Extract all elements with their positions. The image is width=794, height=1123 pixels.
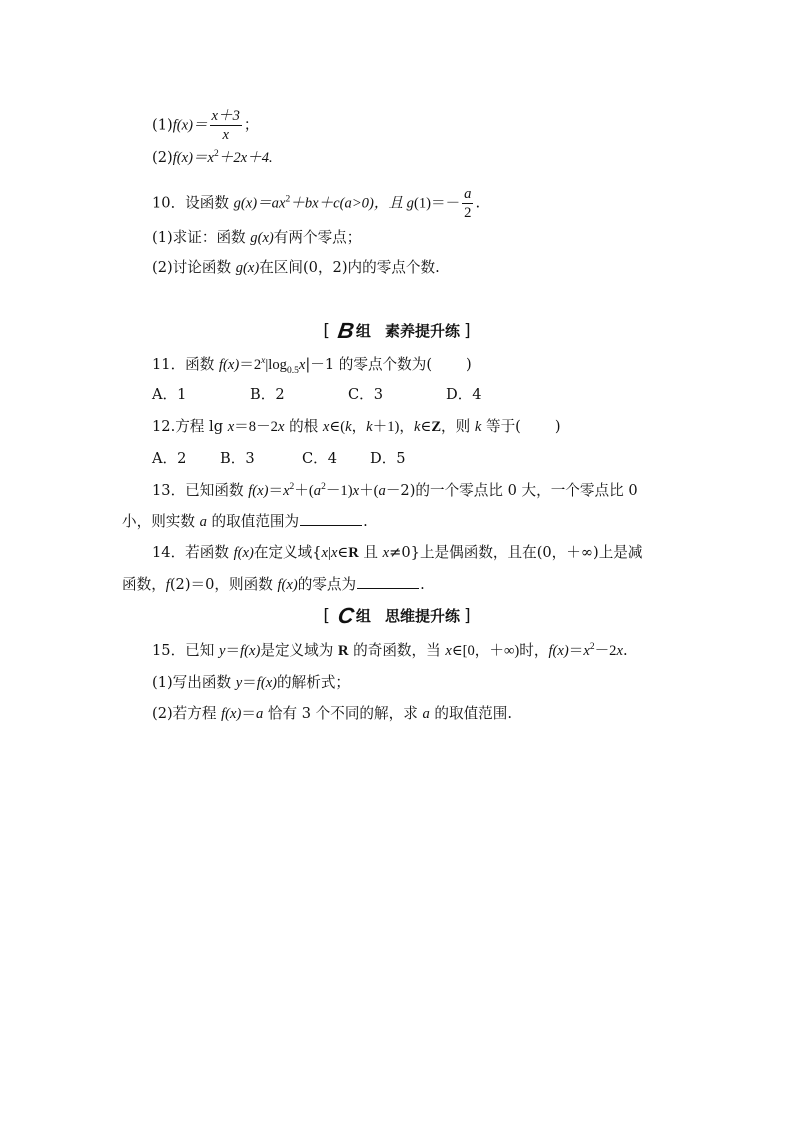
q14-stem-line1: 14．若函数 f(x)在定义域{x|x∈R 且 x≠0}上是偶函数，且在(0，＋∞)上是减 bbox=[152, 544, 643, 561]
q10-fraction: $\frac{a}{2}$ bbox=[464, 186, 472, 221]
q15-part2: (2)若方程 f(x)＝a 恰有 3 个不同的解，求 a 的取值范围. bbox=[152, 705, 512, 722]
q12-options bbox=[152, 449, 406, 469]
q12-option-b[interactable]: B．3 bbox=[220, 450, 255, 467]
q11-option-c[interactable]: C．3 bbox=[348, 386, 384, 403]
q12-option-c[interactable]: C．4 bbox=[302, 450, 338, 467]
q13-answer-blank[interactable] bbox=[300, 511, 362, 526]
q9-fraction: $\frac{x+3}{x}$ bbox=[211, 108, 240, 143]
q14-answer-blank[interactable] bbox=[357, 574, 419, 589]
q11-stem: 11．函数 $f(x)=2^x|\log_{0.5}x|-1$ 的零点个数为( ) bbox=[152, 356, 472, 376]
q11-option-d[interactable]: D．4 bbox=[446, 386, 482, 403]
group-b-header: [ B组 素养提升练 ] bbox=[323, 318, 471, 343]
q10-stem: 10．设函数 $g(x)=ax^2+bx+c(a>0)$，且 g(1)＝－ $\frac{a}{2}$ . bbox=[152, 186, 481, 221]
q13-stem-line2: 小，则实数 a 的取值范围为 . bbox=[122, 513, 368, 530]
group-c-header: [ C组 思维提升练 ] bbox=[323, 603, 471, 628]
q11-options bbox=[152, 385, 482, 405]
q10-part2: (2)讨论函数 g(x)在区间(0，2)内的零点个数. bbox=[152, 259, 440, 276]
q11-option-b[interactable]: B．2 bbox=[250, 386, 285, 403]
group-c-title: 思维提升练 bbox=[384, 607, 460, 625]
q12-stem: 12.方程 lg x＝8－2x 的根 x∈(k，k＋1)，k∈Z，则 k 等于( ) bbox=[152, 418, 561, 435]
q9-part1: (1)f(x)＝ $\frac{x+3}{x}$ ； bbox=[152, 108, 259, 143]
group-b-title: 素养提升练 bbox=[384, 322, 460, 340]
group-b-letter: B bbox=[336, 318, 356, 343]
q14-stem-line2: 函数，f(2)＝0，则函数 f(x)的零点为 . bbox=[122, 576, 425, 593]
q15-stem: 15．已知 y＝f(x)是定义域为 R 的奇函数，当 x∈[0，＋∞)时，$f(x)=x^2-2x$. bbox=[152, 642, 628, 659]
group-c-letter: C bbox=[336, 603, 356, 628]
q9-part1-label: (1) bbox=[152, 116, 173, 134]
q9-part2: $(2)f(x)=x^2+2x+4$. bbox=[152, 149, 273, 166]
q12-option-d[interactable]: D．5 bbox=[370, 450, 406, 467]
q10-part1: (1)求证：函数 g(x)有两个零点； bbox=[152, 229, 362, 246]
q15-part1: (1)写出函数 y＝f(x)的解析式； bbox=[152, 674, 351, 691]
q11-option-a[interactable]: A．1 bbox=[152, 386, 187, 403]
q13-stem-line1: 13．已知函数 $f(x)=x^2+(a^2-1)x+(a-2)$的一个零点比 0 大，一个零点比 0 bbox=[152, 482, 638, 499]
q12-option-a[interactable]: A．2 bbox=[152, 450, 187, 467]
